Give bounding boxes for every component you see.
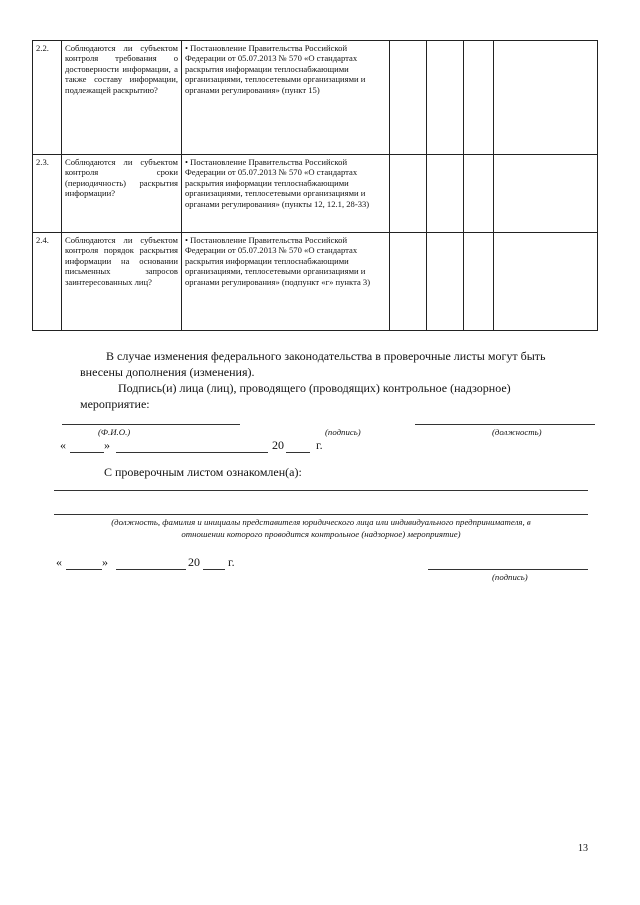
table-row [33, 41, 598, 155]
date2-day-line [66, 569, 102, 570]
reference-cell [182, 155, 390, 233]
date2-month-line [116, 569, 186, 570]
question-cell [62, 41, 182, 155]
reference-text: • Постановление Правительства Российской Федерации от 05.07.2013 № 570 «О стандартах раскрытия информации теплоснабжающими организациями, теплосетевыми организациями и органами регулирования» (подпункт «г» пункта 3) [185, 235, 371, 287]
date-close-quote: » [104, 438, 110, 452]
note-cell [494, 233, 598, 331]
table-row [33, 155, 598, 233]
signature2-caption: (подпись) [492, 572, 528, 582]
date2-year-prefix: 20 [188, 555, 200, 569]
acquainted-caption-line2: отношении которого проводится контрольное (надзорное) мероприятие) [181, 529, 461, 539]
row-number: 2.3. [33, 155, 62, 233]
answer-cell [427, 233, 464, 331]
date2-year-line [203, 569, 225, 570]
question-text: Соблюдаются ли субъектом контроля требования о достоверности информации, а также составу информации, подлежащей раскрытию? [65, 43, 178, 95]
question-text: Соблюдаются ли субъектом контроля порядок раскрытия информации на основании письменных запросов заинтересованных лиц? [65, 235, 178, 287]
answer-cell [464, 233, 494, 331]
date-day-line [70, 452, 104, 453]
position-line [415, 424, 595, 425]
signature-heading-line1: Подпись(и) лица (лиц), проводящего (проводящих) контрольное (надзорное) [118, 381, 511, 395]
acquainted-line2 [54, 514, 588, 515]
date-open-quote: « [60, 438, 66, 452]
date-month-line [116, 452, 268, 453]
reference-text: • Постановление Правительства Российской Федерации от 05.07.2013 № 570 «О стандартах раскрытия информации теплоснабжающими организациями, теплосетевыми организациями и органами регулирования» (пункты 12, 12.1, 28-33) [185, 157, 370, 209]
amendment-paragraph-line2: внесены дополнения (изменения). [80, 365, 255, 379]
checklist-table [32, 40, 598, 331]
answer-cell [464, 41, 494, 155]
note-cell [494, 155, 598, 233]
date-year-prefix: 20 [272, 438, 284, 452]
amendment-paragraph-line1: В случае изменения федерального законодательства в проверочные листы могут быть [106, 349, 546, 363]
reference-text: • Постановление Правительства Российской Федерации от 05.07.2013 № 570 «О стандартах раскрытия информации теплоснабжающими организациями, теплосетевыми организациями и органами регулирования» (пункт 15) [185, 43, 366, 95]
date-year-suffix: г. [316, 438, 323, 452]
fio-caption: (Ф.И.О.) [98, 427, 131, 437]
answer-cell [427, 155, 464, 233]
row-number: 2.4. [33, 233, 62, 331]
signature-caption: (подпись) [325, 427, 361, 437]
date2-year-suffix: г. [228, 555, 235, 569]
fio-line [62, 424, 240, 425]
reference-cell [182, 233, 390, 331]
note-cell [494, 41, 598, 155]
date2-open-quote: « [56, 555, 62, 569]
signature-heading-line2: мероприятие: [80, 397, 150, 411]
row-number: 2.2. [33, 41, 62, 155]
table-row [33, 233, 598, 331]
question-text: Соблюдаются ли субъектом контроля сроки (периодичность) раскрытия информации? [65, 157, 178, 199]
question-cell [62, 233, 182, 331]
acquainted-label: С проверочным листом ознакомлен(а): [104, 465, 302, 479]
answer-cell [390, 41, 427, 155]
page-number: 13 [578, 843, 588, 854]
position-caption: (должность) [492, 427, 542, 437]
answer-cell [390, 155, 427, 233]
reference-cell [182, 41, 390, 155]
acquainted-line1 [54, 490, 588, 491]
acquainted-caption-line1: (должность, фамилия и инициалы представителя юридического лица или индивидуального предпринимателя, в [111, 517, 531, 527]
signature2-line [428, 569, 588, 570]
date-year-line [286, 452, 310, 453]
answer-cell [464, 155, 494, 233]
answer-cell [427, 41, 464, 155]
question-cell [62, 155, 182, 233]
date2-close-quote: » [102, 555, 108, 569]
answer-cell [390, 233, 427, 331]
